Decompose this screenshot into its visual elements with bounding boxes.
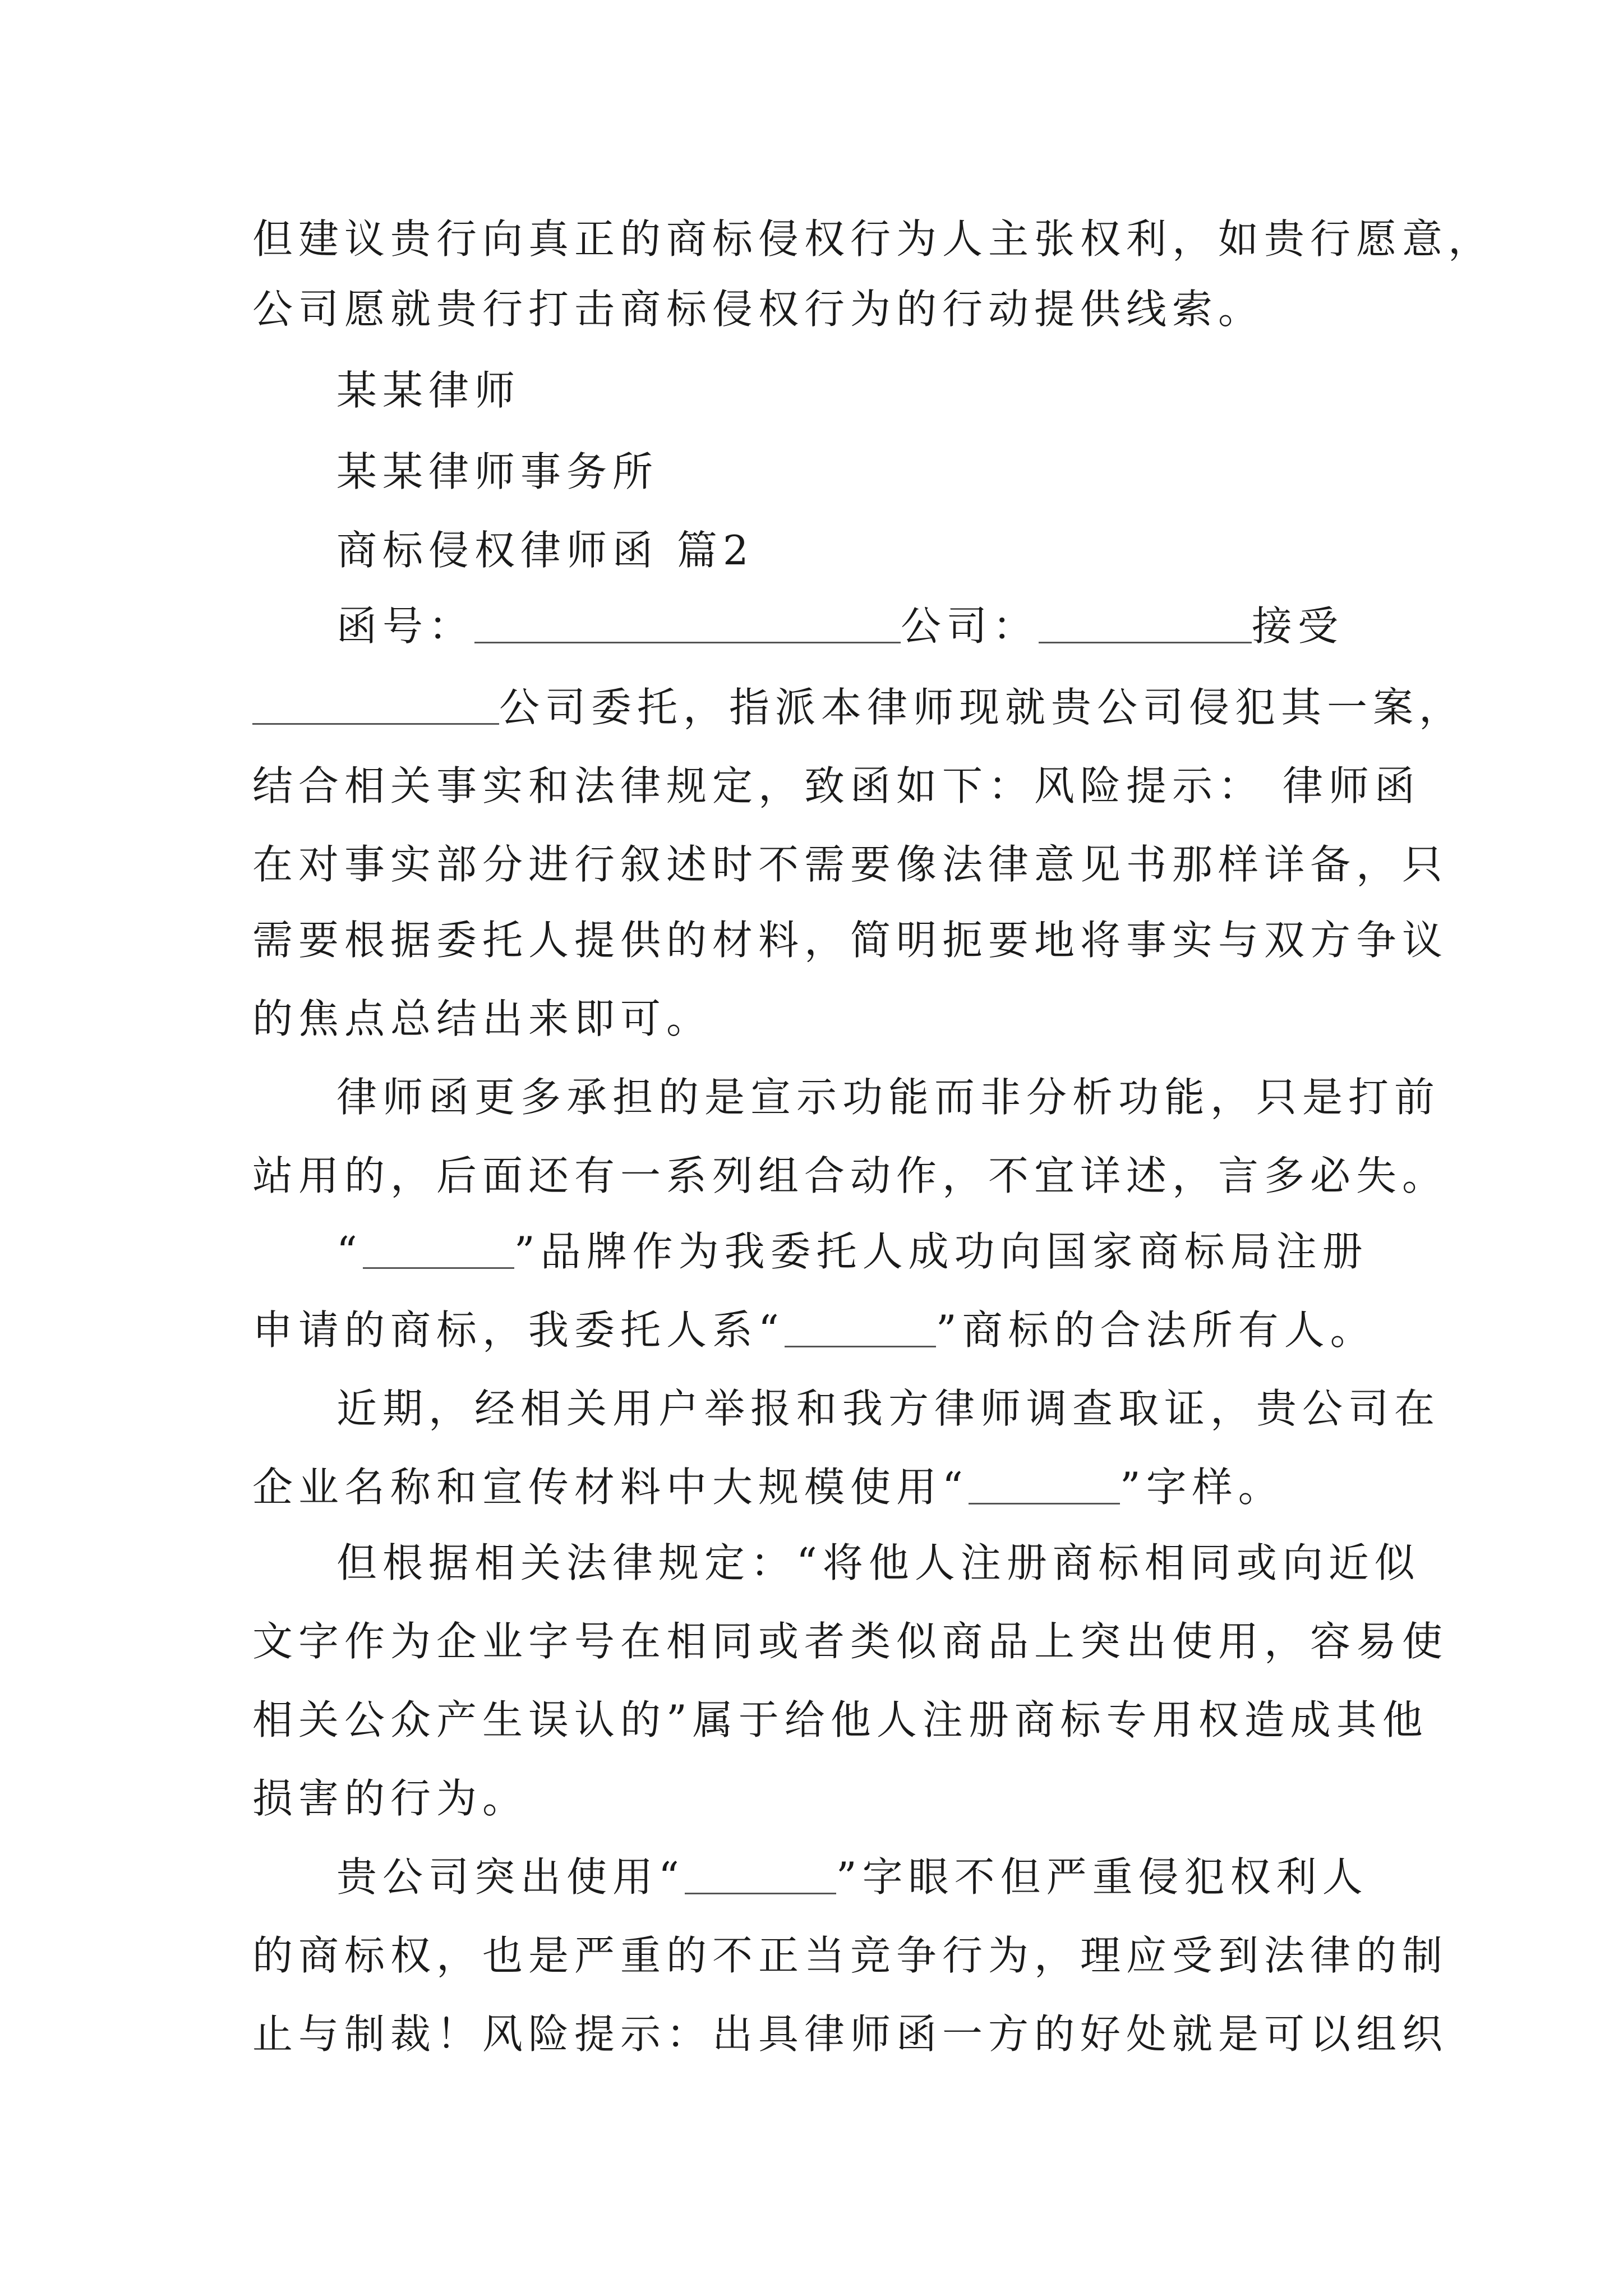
section-heading: 商标侵权律师函 篇2 (336, 527, 754, 574)
paragraph-line: 在对事实部分进行叙述时不需要像法律意见书那样详备，只 (252, 841, 1449, 888)
paragraph-line: 的商标权，也是严重的不正当竞争行为，理应受到法律的制 (252, 1932, 1449, 1979)
brand-blank (685, 1858, 836, 1894)
paragraph-line: 申请的商标，我委托人系“ ”商标的合法所有人。 (252, 1306, 1376, 1354)
paragraph-line: 的焦点总结出来即可。 (252, 995, 713, 1042)
paragraph-line: 止与制裁！风险提示：出具律师函一方的好处就是可以组织 (252, 2010, 1449, 2058)
company-blank (1039, 607, 1252, 643)
paragraph-line: 但建议贵行向真正的商标侵权行为人主张权利，如贵行愿意， (252, 215, 1495, 263)
paragraph-line: 文字作为企业字号在相同或者类似商品上突出使用，容易使 (252, 1618, 1449, 1665)
paragraph-line: 企业名称和宣传材料中大规模使用“ ”字样。 (252, 1464, 1284, 1511)
paragraph-line: 律师函更多承担的是宣示功能而非分析功能，只是打前 (336, 1074, 1441, 1121)
letter-header-line (336, 602, 1344, 650)
brand-blank (363, 1232, 514, 1269)
paragraph-line: 近期，经相关用户举报和我方律师调查取证，贵公司在 (336, 1385, 1441, 1432)
letter-number-label: 函号： (336, 602, 475, 650)
paragraph-line: 站用的，后面还有一系列组合动作，不宜详述，言多必失。 (252, 1152, 1449, 1199)
signature-lawyer: 某某律师 (336, 367, 521, 414)
paragraph-line: 公司委托，指派本律师现就贵公司侵犯其一案， (252, 687, 1465, 728)
brand-blank (969, 1468, 1120, 1504)
brand-blank (785, 1311, 936, 1347)
paragraph-line: 贵公司突出使用“ ”字眼不但严重侵犯权利人 (336, 1853, 1368, 1901)
paragraph-line: 但根据相关法律规定：“将他人注册商标相同或向近似 (336, 1539, 1421, 1586)
paragraph-line: 公司愿就贵行打击商标侵权行为的行动提供线索。 (252, 286, 1265, 333)
client-company-blank (252, 688, 499, 725)
paragraph-line: 损害的行为。 (252, 1775, 529, 1822)
paragraph-line: 相关公众产生误认的”属于给他人注册商标专用权造成其他 (252, 1696, 1428, 1743)
letter-number-blank (474, 607, 901, 643)
paragraph-line: “ ”品牌作为我委托人成功向国家商标局注册 (336, 1228, 1368, 1275)
accept-text: 接受 (1252, 602, 1344, 650)
paragraph-line: 需要根据委托人提供的材料，简明扼要地将事实与双方争议 (252, 917, 1449, 964)
company-label: 公司： (901, 602, 1039, 650)
signature-law-firm: 某某律师事务所 (336, 448, 659, 495)
paragraph-line: 结合相关事实和法律规定，致函如下：风险提示： 律师函 (252, 762, 1421, 809)
